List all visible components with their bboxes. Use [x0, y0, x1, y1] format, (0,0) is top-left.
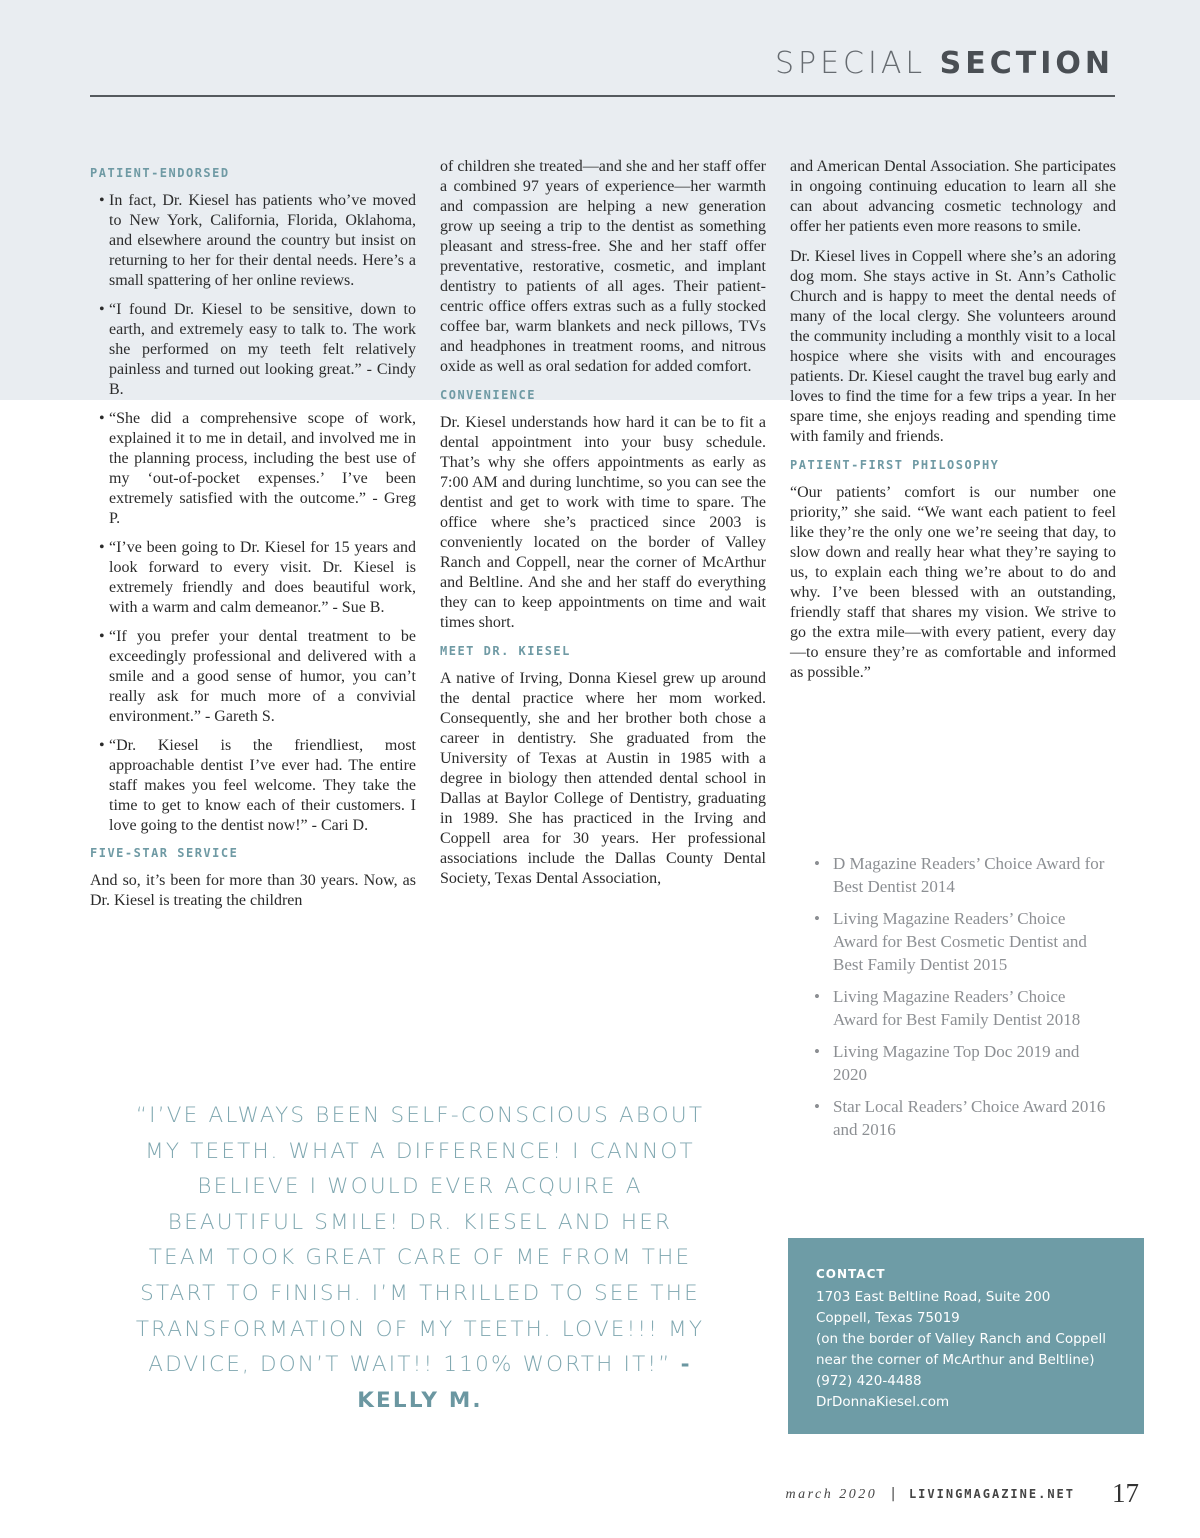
award-item: • Living Magazine Top Doc 2019 and 2020: [812, 1040, 1112, 1086]
lives-paragraph: Dr. Kiesel lives in Coppell where she’s an adoring dog mom. She stays active in St. Ann’s Catholic Church and is happy to meet the dental needs of many of the local clergy. She volunteers around the community including a monthly visit to a local hospice where she visits with and encourages patients. Dr. Kiesel caught the travel bug early and loves to find the time for a few trips a year. In her spare time, she enjoys reading and spending time with family and friends.: [790, 248, 1116, 445]
page-footer: [785, 1486, 1075, 1503]
page-number: 17: [1112, 1478, 1139, 1508]
pull-quote-author: - KELLY M.: [357, 1352, 692, 1413]
column-1: [90, 157, 416, 921]
column-2: [440, 157, 766, 899]
philosophy-heading: PATIENT-FIRST PHILOSOPHY: [790, 458, 1000, 472]
meet-paragraph: A native of Irving, Donna Kiesel grew up around the dental practice where her mom worked. Consequently, she and her brother both chose a career in dentistry. She graduated from the University of Texas at Austin in 1985 with a degree in biology then attended dental school in Dallas at Baylor College of Dentistry, graduating in 1989. She has practiced in the Irving and Coppell area for 30 years. Her professional associations include the Dallas County Dental Society, Texas Dental Association,: [440, 670, 766, 887]
pull-quote: [130, 1098, 710, 1418]
five-star-heading: FIVE-STAR SERVICE: [90, 846, 239, 860]
section-header-bold: SECTION: [939, 46, 1114, 81]
award-item: • D Magazine Readers’ Choice Award for Best Dentist 2014: [812, 852, 1112, 898]
review-item: • “If you prefer your dental treatment to be exceedingly professional and delivered with a smile and a good sense of humor, you can’t really ask for much more of a convivial environment.” - Gareth S.: [100, 627, 416, 727]
award-item: • Star Local Readers’ Choice Award 2016 and 2016: [812, 1095, 1112, 1141]
section-header-light: SPECIAL: [774, 46, 927, 81]
contact-note-line2: near the corner of McArthur and Beltline): [816, 1352, 1095, 1368]
five-star-paragraph: And so, it’s been for more than 30 years. Now, as Dr. Kiesel is treating the children: [90, 872, 416, 909]
philosophy-paragraph: “Our patients’ comfort is our number one priority,” she said. “We want each patient to feel like they’re the only one we’re seeing that day, to slow down and really hear what they’re saying to us, to explain each thing we’re about to do and why. I’ve been blessed with an outstanding, friendly staff that shares my vision. We strive to go the extra mile—with every patient, every day—to ensure they’re as comfortable and informed as possible.”: [790, 484, 1116, 681]
review-list: [100, 191, 416, 836]
contact-label: CONTACT: [816, 1267, 886, 1281]
footer-site: LIVINGMAGAZINE.NET: [908, 1487, 1075, 1501]
contact-box: [788, 1238, 1144, 1434]
patient-endorsed-heading: PATIENT-ENDORSED: [90, 166, 230, 180]
footer-month: march 2020: [785, 1487, 878, 1502]
column-3: [790, 157, 1116, 693]
footer-separator: |: [890, 1486, 896, 1502]
section-header: [775, 46, 1114, 81]
convenience-paragraph: Dr. Kiesel understands how hard it can be to fit a dental appointment into your busy schedule. That’s why she offers appointments as early as 7:00 AM and during lunchtime, so you can see the dentist and get to work with time to spare. The office where she’s practiced since 2003 is conveniently located on the border of Valley Ranch and Coppell, near the corner of McArthur and Beltline. And she and her staff do everything they can to keep appointments on time and wait times short.: [440, 414, 766, 631]
awards-list: [812, 852, 1112, 1150]
award-item: • Living Magazine Readers’ Choice Award for Best Family Dentist 2018: [812, 985, 1112, 1031]
contact-address-line1: 1703 East Beltline Road, Suite 200: [816, 1289, 1051, 1305]
pull-quote-text: “I’VE ALWAYS BEEN SELF-CONSCIOUS ABOUT MY TEETH. WHAT A DIFFERENCE! I CANNOT BELIEVE I WOULD EVER ACQUIRE A BEAUTIFUL SMILE! DR. KIESEL AND HER TEAM TOOK GREAT CARE OF ME FROM THE START TO FINISH. I’M THRILLED TO SEE THE TRANSFORMATION OF MY TEETH. LOVE!!! MY ADVICE, DON’T WAIT!! 110% WORTH IT!”: [135, 1103, 705, 1378]
contact-address-line2: Coppell, Texas 75019: [816, 1310, 960, 1326]
meet-heading: MEET DR. KIESEL: [440, 644, 571, 658]
continued-paragraph: of children she treated—and she and her staff offer a combined 97 years of experience—her warmth and compassion are helping a new generation grow up seeing a trip to the dentist as something pleasant and stress-free. She and her staff offer preventative, restorative, cosmetic, and implant dentistry to patients of all ages. Their patient-centric office offers extras such as a fully stocked coffee bar, warm blankets and neck pillows, TVs and headphones in treatment rooms, and nitrous oxide as well as oral sedation for added comfort.: [440, 158, 766, 375]
convenience-heading: CONVENIENCE: [440, 388, 536, 402]
review-item: • “Dr. Kiesel is the friendliest, most approachable dentist I’ve ever had. The entire staff makes you feel welcome. They take the time to get to know each of their customers. I love going to the dentist now!” - Cari D.: [100, 736, 416, 836]
contact-note-line1: (on the border of Valley Ranch and Coppell: [816, 1331, 1107, 1347]
award-item: • Living Magazine Readers’ Choice Award for Best Cosmetic Dentist and Best Family Dentist 2015: [812, 907, 1112, 976]
review-item: • “She did a comprehensive scope of work, explained it to me in detail, and involved me in the planning process, including the best use of my ‘out-of-pocket expenses.’ I’ve been extremely satisfied with the outcome.” - Greg P.: [100, 409, 416, 529]
header-divider: [90, 95, 1115, 97]
review-item: • “I found Dr. Kiesel to be sensitive, down to earth, and extremely easy to talk to. The work she performed on my teeth felt relatively painless and turned out looking great.” - Cindy B.: [100, 300, 416, 400]
continued-paragraph-3: and American Dental Association. She participates in ongoing continuing education to learn all she can about advancing cosmetic technology and offer her patients even more reasons to smile.: [790, 158, 1116, 235]
review-item: • “I’ve been going to Dr. Kiesel for 15 years and look forward to every visit. Dr. Kiesel is extremely friendly and does beautiful work, with a warm and calm demeanor.” - Sue B.: [100, 538, 416, 618]
contact-website: DrDonnaKiesel.com: [816, 1394, 950, 1410]
contact-phone: (972) 420-4488: [816, 1373, 922, 1389]
review-item: • In fact, Dr. Kiesel has patients who’ve moved to New York, California, Florida, Oklahoma, and elsewhere around the country but insist on returning to her for their dental needs. Here’s a small spattering of her online reviews.: [100, 191, 416, 291]
